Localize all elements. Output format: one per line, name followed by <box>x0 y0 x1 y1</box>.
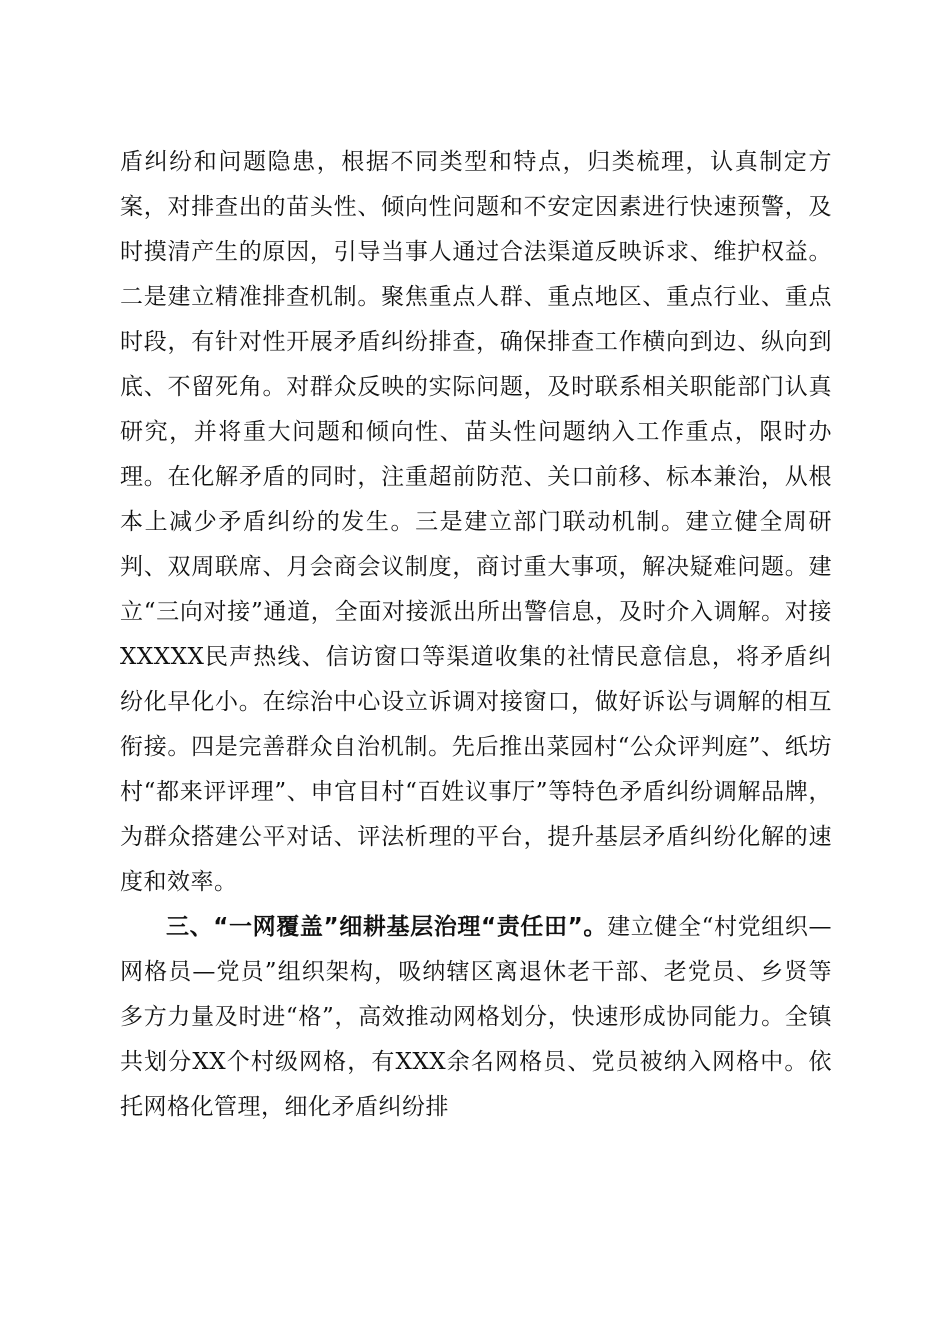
document-body <box>120 140 832 1130</box>
section-heading: 三、“一网覆盖”细耕基层治理“责任田”。 <box>166 914 608 940</box>
paragraph-continuation: 盾纠纷和问题隐患，根据不同类型和特点，归类梳理，认真制定方案，对排查出的苗头性、倾向性问题和不安定因素进行快速预警，及时摸清产生的原因，引导当事人通过合法渠道反映诉求、维护权益。二是建立精准排查机制。聚焦重点人群、重点地区、重点行业、重点时段，有针对性开展矛盾纠纷排查，确保排查工作横向到边、纵向到底、不留死角。对群众反映的实际问题，及时联系相关职能部门认真研究，并将重大问题和倾向性、苗头性问题纳入工作重点，限时办理。在化解矛盾的同时，注重超前防范、关口前移、标本兼治，从根本上减少矛盾纠纷的发生。三是建立部门联动机制。建立健全周研判、双周联席、月会商会议制度，商讨重大事项，解决疑难问题。建立“三向对接”通道，全面对接派出所出警信息，及时介入调解。对接XXXXX民声热线、信访窗口等渠道收集的社情民意信息，将矛盾纠纷化早化小。在综治中心设立诉调对接窗口，做好诉讼与调解的相互衔接。四是完善群众自治机制。先后推出菜园村“公众评判庭”、纸坊村“都来评评理”、申官目村“百姓议事厅”等特色矛盾纠纷调解品牌，为群众搭建公平对话、评法析理的平台，提升基层矛盾纠纷化解的速度和效率。 <box>120 149 832 895</box>
section-body: 建立健全“村党组织—网格员—党员”组织架构，吸纳辖区离退休老干部、老党员、乡贤等多方力量及时进“格”，高效推动网格划分，快速形成协同能力。全镇共划分XX个村级网格，有XXX余名网格员、党员被纳入网格中。依托网格化管理，细化矛盾纠纷排 <box>120 914 832 1120</box>
paragraph-section-three <box>120 905 832 1130</box>
